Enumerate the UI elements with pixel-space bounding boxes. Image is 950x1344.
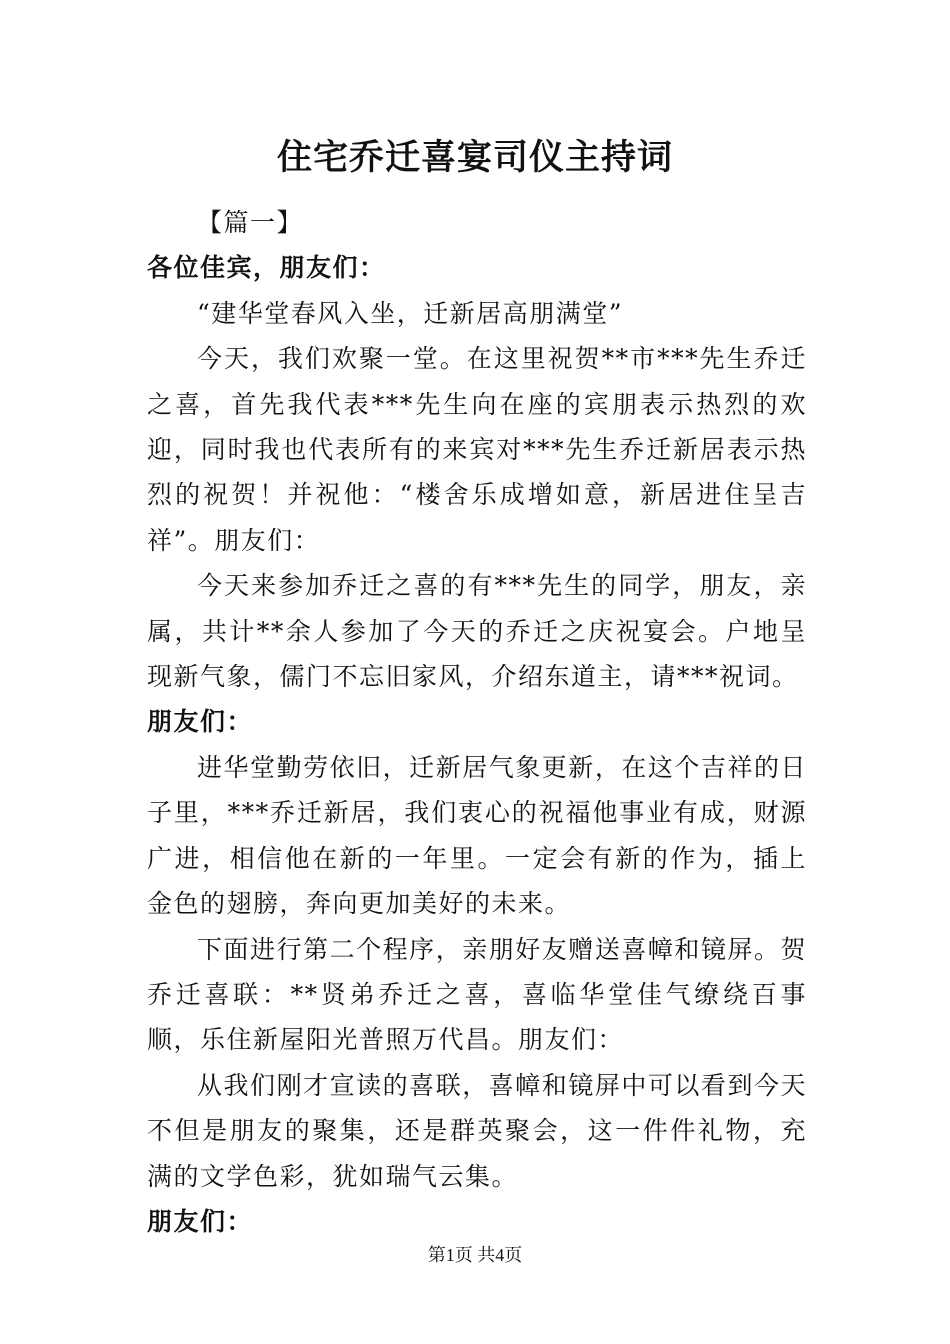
salutation: 朋友们： <box>147 1206 254 1236</box>
body-paragraph: 今天，我们欢聚一堂。在这里祝贺**市***先生乔迁之喜，首先我代表***先生向在座的宾朋表示热烈的欢迎，同时我也代表所有的来宾对***先生乔迁新居表示热烈的祝贺！并祝他：“楼舍乐成增如意，新居进住呈吉祥”。朋友们： <box>147 344 807 555</box>
body-paragraph: 今天来参加乔迁之喜的有***先生的同学，朋友，亲属，共计**余人参加了今天的乔迁之庆祝宴会。户地呈现新气象，儒门不忘旧家风，介绍东道主，请***祝词。 <box>147 571 807 692</box>
document-body <box>147 200 807 1244</box>
document-title: 住宅乔迁喜宴司仪主持词 <box>276 137 673 178</box>
page-footer: 第1页 共4页 <box>427 1245 523 1265</box>
body-paragraph: 进华堂勤劳依旧，迁新居气象更新，在这个吉祥的日子里，***乔迁新居，我们衷心的祝福他事业有成，财源广进，相信他在新的一年里。一定会有新的作为，插上金色的翅膀，奔向更加美好的未来。 <box>147 752 807 919</box>
salutation: 朋友们： <box>147 707 254 737</box>
opening-couplet: “建华堂春风入坐，迁新居高朋满堂” <box>197 298 624 328</box>
body-paragraph: 下面进行第二个程序，亲朋好友赠送喜幛和镜屏。贺乔迁喜联：**贤弟乔迁之喜，喜临华堂佳气缭绕百事顺，乐住新屋阳光普照万代昌。朋友们： <box>147 934 807 1055</box>
salutation: 各位佳宾，朋友们： <box>147 253 386 283</box>
body-paragraph: 从我们刚才宣读的喜联，喜幛和镜屏中可以看到今天不但是朋友的聚集，还是群英聚会，这一件件礼物，充满的文学色彩，犹如瑞气云集。 <box>147 1070 807 1191</box>
section-heading: 【篇一】 <box>197 208 304 237</box>
